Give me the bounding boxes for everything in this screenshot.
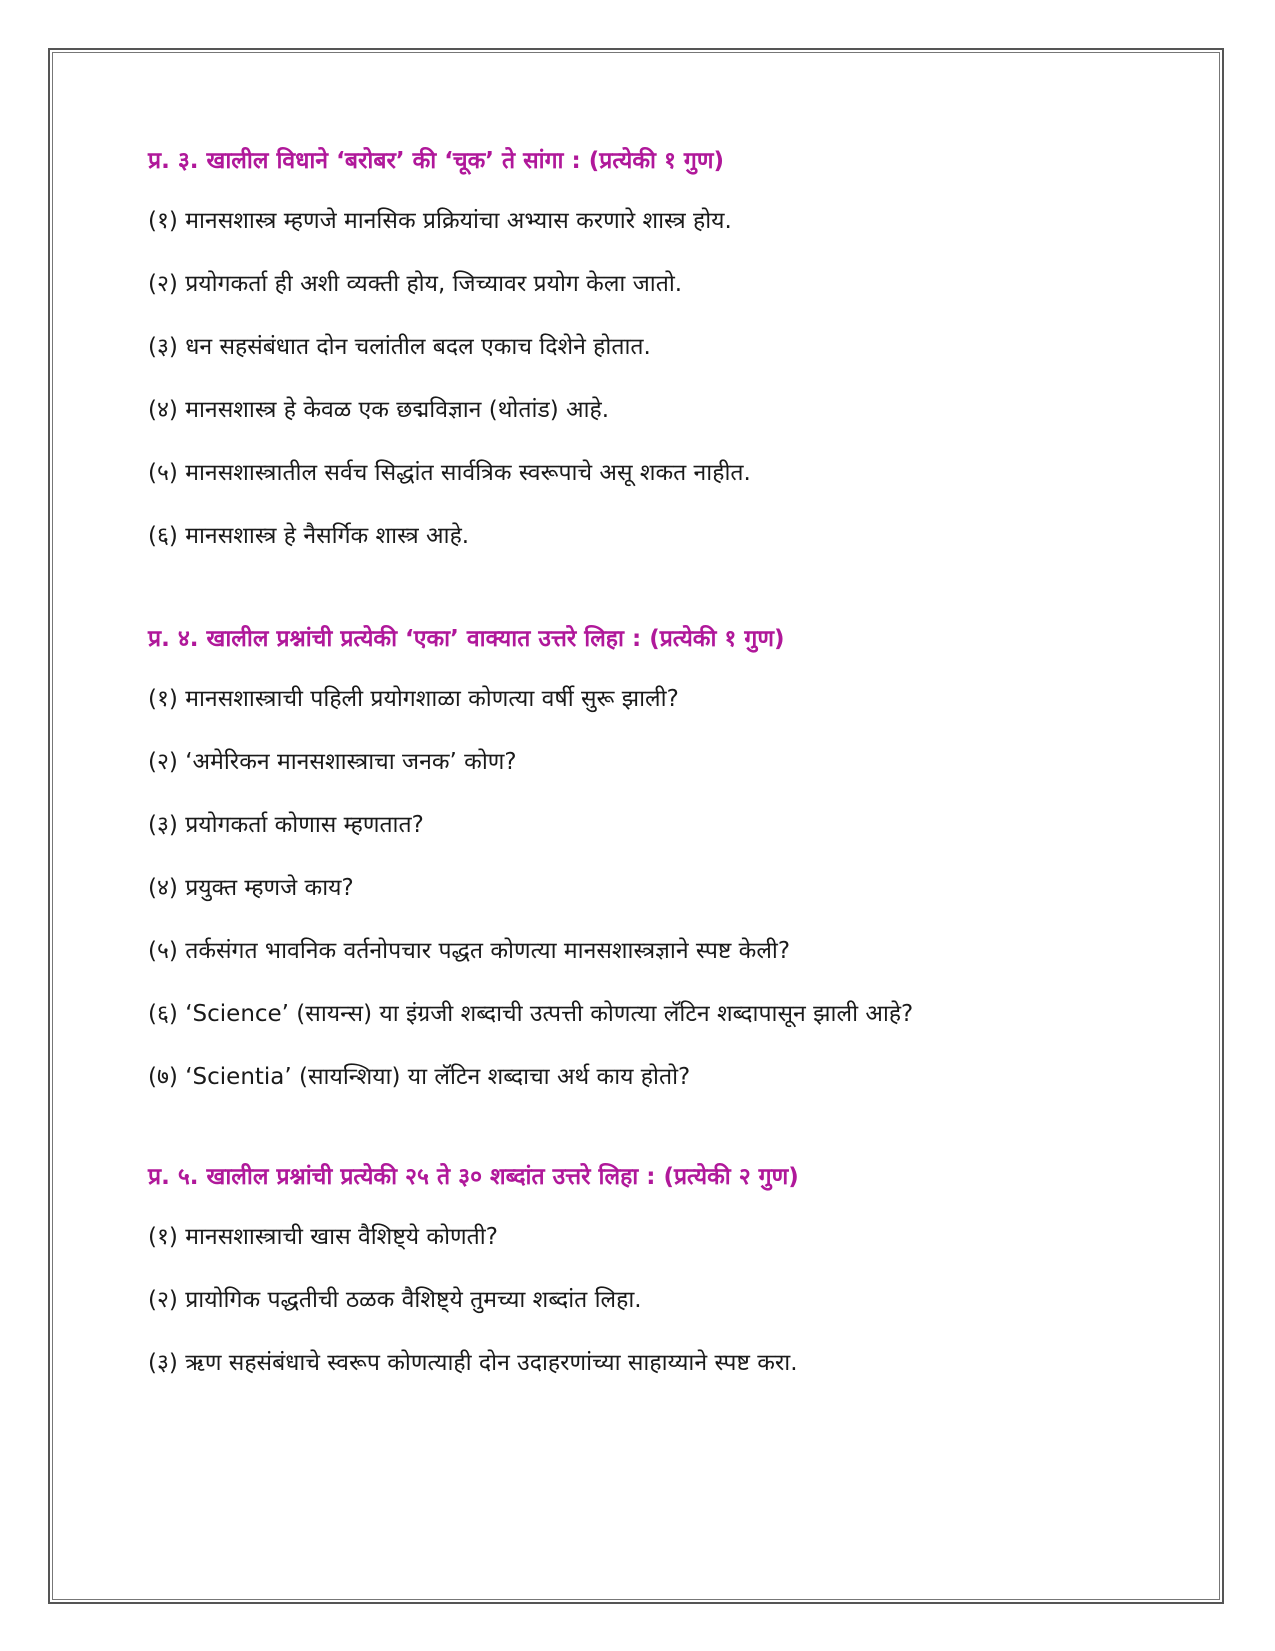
question-3-item-2: (२) प्रयोगकर्ता ही अशी व्यक्ती होय, जिच्यावर प्रयोग केला जातो.: [148, 271, 683, 297]
question-3-item-4: (४) मानसशास्त्र हे केवळ एक छद्मविज्ञान (थोतांड) आहे.: [148, 397, 610, 423]
question-3-item-3: (३) धन सहसंबंधात दोन चलांतील बदल एकाच दिशेने होतात.: [148, 334, 651, 360]
question-4-item-3: (३) प्रयोगकर्ता कोणास म्हणतात?: [148, 812, 424, 838]
question-4-item-4: (४) प्रयुक्त म्हणजे काय?: [148, 875, 354, 901]
question-3-item-6: (६) मानसशास्त्र हे नैसर्गिक शास्त्र आहे.: [148, 523, 470, 549]
question-3-heading: प्र. ३. खालील विधाने ‘बरोबर’ की ‘चूक’ ते सांगा : (प्रत्येकी १ गुण): [148, 148, 725, 174]
question-4-item-6: (६) ‘Science’ (सायन्स) या इंग्रजी शब्दाची उत्पत्ती कोणत्या लॅटिन शब्दापासून झाली आहे?: [148, 1001, 914, 1027]
question-4-item-2: (२) ‘अमेरिकन मानसशास्त्राचा जनक’ कोण?: [148, 749, 517, 775]
question-5-item-3: (३) ऋण सहसंबंधाचे स्वरूप कोणत्याही दोन उदाहरणांच्या साहाय्याने स्पष्ट करा.: [148, 1350, 798, 1376]
question-4-item-1: (१) मानसशास्त्राची पहिली प्रयोगशाळा कोणत्या वर्षी सुरू झाली?: [148, 686, 679, 712]
question-5-section: [148, 1162, 1178, 1378]
question-4-section: [148, 624, 1178, 1092]
question-5-item-2: (२) प्रायोगिक पद्धतीची ठळक वैशिष्ट्ये तुमच्या शब्दांत लिहा.: [148, 1287, 642, 1313]
question-4-heading: प्र. ४. खालील प्रश्नांची प्रत्येकी ‘एका’ वाक्यात उत्तरे लिहा : (प्रत्येकी १ गुण): [148, 626, 785, 652]
question-3-item-1: (१) मानसशास्त्र म्हणजे मानसिक प्रक्रियांचा अभ्यास करणारे शास्त्र होय.: [148, 208, 732, 234]
question-3-item-5: (५) मानसशास्त्रातील सर्वच सिद्धांत सार्वत्रिक स्वरूपाचे असू शकत नाहीत.: [148, 460, 751, 486]
question-4-item-5: (५) तर्कसंगत भावनिक वर्तनोपचार पद्धत कोणत्या मानसशास्त्रज्ञाने स्पष्ट केली?: [148, 938, 791, 964]
question-4-item-7: (७) ‘Scientia’ (सायन्शिया) या लॅटिन शब्दाचा अर्थ काय होतो?: [148, 1064, 691, 1090]
question-3-section: [148, 146, 1178, 551]
question-5-heading: प्र. ५. खालील प्रश्नांची प्रत्येकी २५ ते ३० शब्दांत उत्तरे लिहा : (प्रत्येकी २ गुण): [148, 1164, 799, 1190]
question-5-item-1: (१) मानसशास्त्राची खास वैशिष्ट्ये कोणती?: [148, 1224, 498, 1250]
